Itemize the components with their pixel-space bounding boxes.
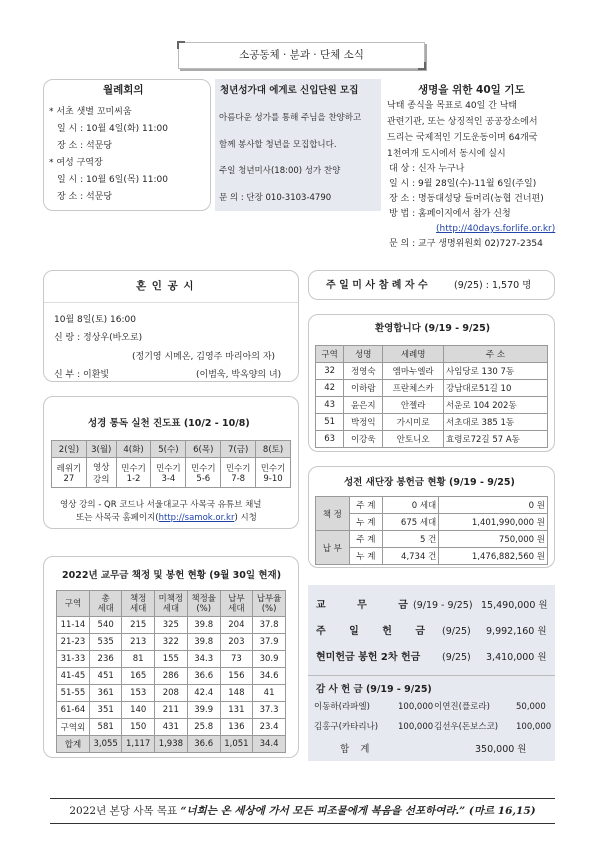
offering-amount: 15,490,000 원 (481, 600, 548, 611)
choir-title: 청년성가대 에게로 신입단원 모집 (220, 85, 359, 96)
bible-note2: 또는 사목국 홈페이지(http://samok.or.kr) 시청 (76, 513, 257, 523)
welcome-header: 구역 (316, 346, 344, 363)
welcome-header: 주 소 (443, 346, 547, 363)
bible-note1: 영상 강의 - QR 코드나 서울대교구 사목국 유튜브 채널 (60, 500, 262, 510)
samok-link[interactable]: http://samok.or.kr (158, 513, 235, 523)
thanks-entry: 김선우(돈보스코) (434, 722, 499, 732)
tithe-table (56, 590, 286, 753)
wedding-date: 10월 8일(토) 16:00 (54, 315, 136, 325)
thanks-entry: 100,000 (398, 722, 434, 732)
prayer-line6: 일 시 : 9월 28일(수)-11월 6일(주일) (389, 179, 537, 189)
wedding-groom-parents: (정기영 시메온, 김영주 마리아의 자) (132, 352, 276, 362)
thanks-entry: 100,000 (516, 722, 552, 732)
meeting-group1-place: 장 소 : 석문당 (57, 141, 113, 151)
table-row: 42 이하람 프란체스카 강남대로51길 10 (316, 380, 548, 397)
table-row: 책 정 주 계 0 세대 0 원 (316, 497, 548, 514)
day-plan: 민수기 9-10 (256, 458, 291, 488)
choir-line1: 아름다운 성가를 통해 주님을 찬양하고 (219, 113, 362, 123)
offering-amount: 9,992,160 원 (486, 626, 547, 637)
thanks-entry: 이연진(플로라) (434, 702, 490, 712)
table-row: 합계 3,055 1,117 1,938 36.6 1,051 34.4 (57, 736, 286, 753)
prayer-title: 생명을 위한 40일 기도 (418, 84, 525, 96)
tithe-header: 납부 세대 (220, 591, 253, 617)
table-row: 63 이강욱 안토니오 효령로72길 57 A동 (316, 431, 548, 448)
day-header: 4(화) (116, 441, 151, 458)
welcome-header: 성명 (344, 346, 383, 363)
tithe-header: 납부율 (%) (253, 591, 286, 617)
tithe-title: 2022년 교무금 책정 및 봉헌 현황 (9월 30일 현재) (62, 570, 282, 581)
table-row: 납 부 주 계 5 건 750,000 원 (316, 531, 548, 548)
table-row: 21-23 535 213 322 39.8 203 37.9 (57, 634, 286, 651)
day-plan: 민수기 3-4 (151, 458, 186, 488)
offering-period: (9/25) (442, 652, 471, 663)
meeting-group1-time: 일 시 : 10월 4일(화) 11:00 (57, 124, 168, 134)
prayer-line10: 문 의 : 교구 생명위원회 02)727-2354 (389, 239, 543, 249)
total-value: 350,000 원 (475, 744, 527, 755)
tithe-header: 미책정 세대 (154, 591, 187, 617)
choir-line3: 주일 청년미사(18:00) 성가 찬양 (219, 166, 341, 176)
offering-label: 주 일 헌 금 (316, 626, 436, 637)
wedding-title: 혼 인 공 시 (136, 280, 195, 292)
offering-period: (9/19 - 9/25) (413, 600, 473, 611)
thanks-entry: 이동하(라파엘) (314, 702, 370, 712)
prayer-line4: 1천여개 도시에서 동시에 실시 (387, 149, 506, 159)
meeting-title: 월례회의 (103, 84, 144, 96)
welcome-title: 환영합니다 (9/19 - 9/25) (375, 323, 491, 334)
attendance-value: (9/25) : 1,570 명 (454, 280, 532, 291)
table-row: 누 계 4,734 건 1,476,882,560 원 (316, 548, 548, 565)
offering-box (308, 585, 555, 761)
prayer-line7: 장 소 : 명동대성당 들머리(농협 건너편) (389, 194, 544, 204)
tithe-header: 책정 세대 (122, 591, 155, 617)
table-row: 누 계 675 세대 1,401,990,000 원 (316, 514, 548, 531)
tithe-header: 구역 (57, 591, 90, 617)
day-plan: 민수기 7-8 (221, 458, 256, 488)
wedding-bride-parents: (이범욱, 박옥양의 녀) (196, 370, 282, 380)
welcome-header: 세례명 (383, 346, 444, 363)
thanks-entry: 100,000 (398, 702, 434, 712)
offering-label: 교 무 금 (316, 600, 422, 611)
prayer-line5: 대 상 : 신자 누구나 (389, 164, 465, 174)
thanks-title: 감 사 헌 금 (9/19 - 9/25) (316, 684, 432, 695)
table-row: 51-55 361 153 208 42.4 148 41 (57, 685, 286, 702)
table-row: 32 정영숙 엠마누엘라 사임당로 130 7동 (316, 363, 548, 380)
day-header: 7(금) (221, 441, 256, 458)
section-title: 소공동체 · 분과 · 단체 소식 (178, 42, 425, 69)
prayer-line1: 낙태 종식을 목표로 40일 간 낙태 (387, 101, 518, 111)
choir-line2: 함께 봉사할 청년을 모집합니다. (219, 140, 337, 150)
table-row: 41-45 451 165 286 36.6 156 34.6 (57, 668, 286, 685)
prayer-link[interactable]: (http://40days.forlife.or.kr) (436, 224, 556, 234)
bible-table (51, 440, 291, 488)
donation-table (315, 496, 548, 565)
donation-title: 성전 새단장 봉헌금 현황 (9/19 - 9/25) (344, 477, 515, 488)
wedding-bride: 신 부 : 이환빛 (54, 370, 110, 380)
meeting-group2-place: 장 소 : 석문당 (57, 192, 113, 202)
day-header: 3(월) (86, 441, 116, 458)
table-row: 구역외 581 150 431 25.8 136 23.4 (57, 719, 286, 736)
meeting-group1: * 서초 샛별 꼬미씨움 (49, 107, 132, 117)
thanks-entry: 50,000 (516, 702, 546, 712)
prayer-line8: 방 법 : 홈페이지에서 참가 신청 (389, 209, 511, 219)
tithe-header: 책정율 (%) (187, 591, 220, 617)
day-plan: 레위기 27 (52, 458, 87, 488)
day-header: 6(목) (186, 441, 221, 458)
table-row: 11-14 540 215 325 39.8 204 37.8 (57, 617, 286, 634)
day-header: 8(토) (256, 441, 291, 458)
offering-period: (9/25) (442, 626, 471, 637)
attendance-label: 주 일 미 사 참 례 자 수 (326, 280, 428, 291)
day-header: 2(일) (52, 441, 87, 458)
footer-motto: 2022년 본당 사목 목표 “너희는 온 세상에 가서 모든 피조물에게 복음을 선포하여라.” (마르 16,15) (50, 798, 555, 824)
total-label: 합 계 (340, 744, 374, 755)
tithe-header: 총 세대 (89, 591, 122, 617)
bible-title: 성경 통독 실천 진도표 (10/2 - 10/8) (88, 418, 250, 429)
welcome-table (315, 345, 548, 448)
day-plan: 민수기 1-2 (116, 458, 151, 488)
wedding-groom: 신 랑 : 정상우(바오로) (54, 333, 143, 343)
table-row: 31-33 236 81 155 34.3 73 30.9 (57, 651, 286, 668)
table-row: 51 박정익 가시미로 서초대로 385 1동 (316, 414, 548, 431)
meeting-group2-time: 일 시 : 10월 6일(목) 11:00 (57, 175, 168, 185)
table-row: 61-64 351 140 211 39.9 131 37.3 (57, 702, 286, 719)
offering-amount: 3,410,000 원 (486, 652, 547, 663)
prayer-line3: 드리는 국제적인 기도운동이며 64개국 (387, 133, 538, 143)
thanks-entry: 김홍구(카타리나) (314, 722, 379, 732)
table-row: 43 윤은지 안젤라 서운로 104 202동 (316, 397, 548, 414)
choir-line4: 문 의 : 단장 010-3103-4790 (219, 193, 332, 203)
prayer-line2: 관련기관, 또는 상징적인 공공장소에서 (387, 117, 538, 127)
offering-label: 현미헌금 봉헌 2차 헌금 (316, 652, 421, 663)
day-header: 5(수) (151, 441, 186, 458)
meeting-group2: * 여성 구역장 (49, 158, 103, 168)
day-plan: 영상 강의 (86, 458, 116, 488)
day-plan: 민수기 5-6 (186, 458, 221, 488)
